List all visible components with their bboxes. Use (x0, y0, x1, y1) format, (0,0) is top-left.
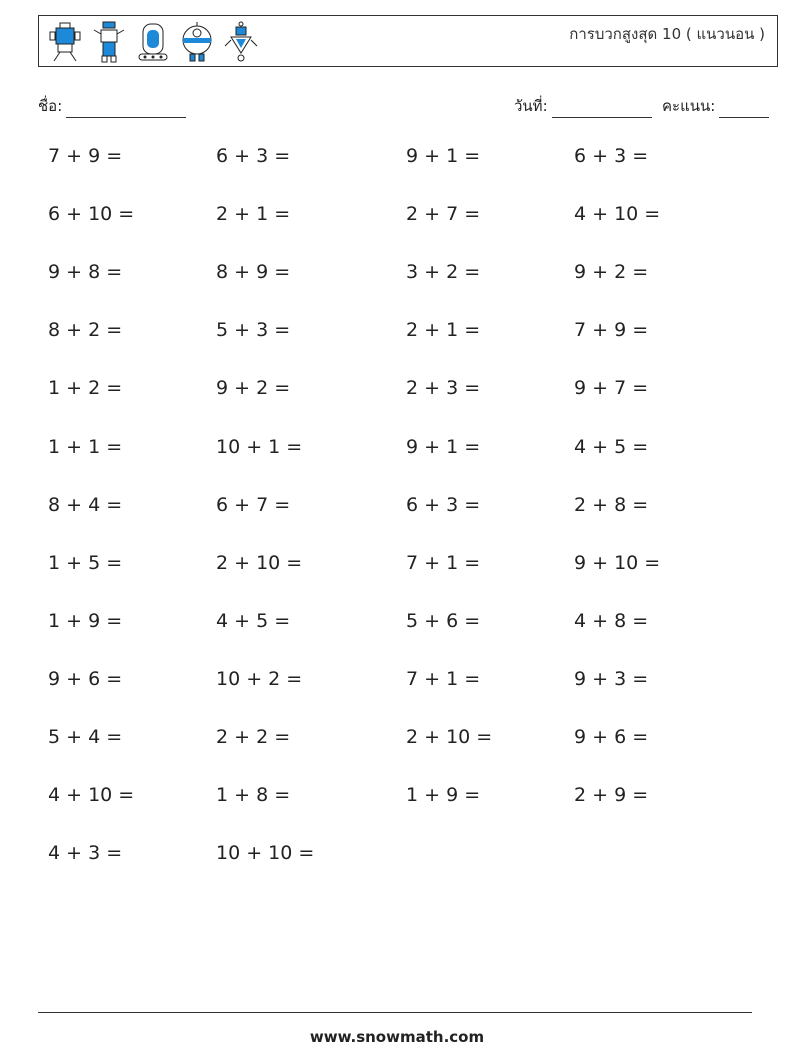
problem-item: 9 + 7 = (574, 377, 649, 400)
problem-item: 2 + 7 = (406, 203, 481, 226)
student-fields (38, 94, 770, 118)
problem-item: 10 + 1 = (216, 435, 303, 458)
score-field[interactable] (662, 94, 769, 118)
problem-item: 8 + 4 = (48, 493, 123, 516)
score-line[interactable] (719, 101, 769, 118)
problem-item: 8 + 9 = (216, 261, 291, 284)
problem-item: 4 + 5 = (574, 435, 649, 458)
footer-divider (38, 1012, 752, 1013)
problem-item: 5 + 3 = (216, 319, 291, 342)
problem-item: 7 + 9 = (574, 319, 649, 342)
problem-item: 9 + 10 = (574, 551, 661, 574)
worksheet-header (38, 15, 778, 67)
date-label: วันที่: (514, 97, 548, 115)
robot-icon-3 (135, 20, 171, 64)
problem-item: 7 + 1 = (406, 551, 481, 574)
problem-item: 2 + 1 = (406, 319, 481, 342)
problem-item: 4 + 10 = (574, 203, 661, 226)
problem-item: 7 + 9 = (48, 145, 123, 167)
problem-item: 1 + 8 = (216, 784, 291, 807)
problem-item: 10 + 2 = (216, 667, 303, 690)
robot-icons (47, 20, 259, 64)
problem-item: 4 + 8 = (574, 609, 649, 632)
problem-item: 4 + 3 = (48, 842, 123, 865)
robot-icon-5 (223, 20, 259, 64)
robot-icon-4 (179, 20, 215, 64)
problem-item: 7 + 1 = (406, 667, 481, 690)
problem-item: 5 + 4 = (48, 726, 123, 748)
problem-item: 9 + 6 = (574, 726, 649, 748)
problem-item: 6 + 3 = (574, 145, 649, 167)
date-field[interactable] (514, 94, 652, 118)
name-label: ชื่อ: (38, 97, 63, 115)
problem-item: 1 + 2 = (48, 377, 123, 400)
robot-icon-1 (47, 20, 83, 64)
problem-item: 9 + 1 = (406, 435, 481, 458)
problem-item: 6 + 10 = (48, 203, 135, 226)
worksheet-title: การบวกสูงสุด 10 ( แนวนอน ) (569, 25, 765, 43)
problem-item: 2 + 8 = (574, 493, 649, 516)
problem-item: 2 + 1 = (216, 203, 291, 226)
problem-item: 2 + 3 = (406, 377, 481, 400)
robot-icon-2 (91, 20, 127, 64)
footer-website: www.snowmath.com (309, 1028, 485, 1046)
problem-item: 6 + 3 = (406, 493, 481, 516)
problem-item: 9 + 1 = (406, 145, 481, 167)
problem-item: 2 + 2 = (216, 726, 291, 748)
name-field[interactable] (38, 94, 186, 118)
name-line[interactable] (66, 101, 186, 118)
problem-item: 4 + 10 = (48, 784, 135, 807)
problem-item: 1 + 1 = (48, 435, 123, 458)
problem-item: 2 + 10 = (406, 726, 493, 748)
problem-item: 9 + 3 = (574, 667, 649, 690)
problem-item: 3 + 2 = (406, 261, 481, 284)
problem-item: 9 + 2 = (574, 261, 649, 284)
problem-item: 9 + 6 = (48, 667, 123, 690)
problem-item: 2 + 10 = (216, 551, 303, 574)
problem-item: 6 + 7 = (216, 493, 291, 516)
date-line[interactable] (552, 101, 652, 118)
problem-item: 2 + 9 = (574, 784, 649, 807)
problem-item: 1 + 9 = (406, 784, 481, 807)
problem-item: 1 + 5 = (48, 551, 123, 574)
problem-item: 1 + 9 = (48, 609, 123, 632)
problem-item: 9 + 2 = (216, 377, 291, 400)
score-label: คะแนน: (662, 97, 716, 115)
problem-item: 4 + 5 = (216, 609, 291, 632)
problem-item: 9 + 8 = (48, 261, 123, 284)
problem-item: 8 + 2 = (48, 319, 123, 342)
problem-item: 10 + 10 = (216, 842, 315, 865)
problem-item: 5 + 6 = (406, 609, 481, 632)
problem-item: 6 + 3 = (216, 145, 291, 167)
